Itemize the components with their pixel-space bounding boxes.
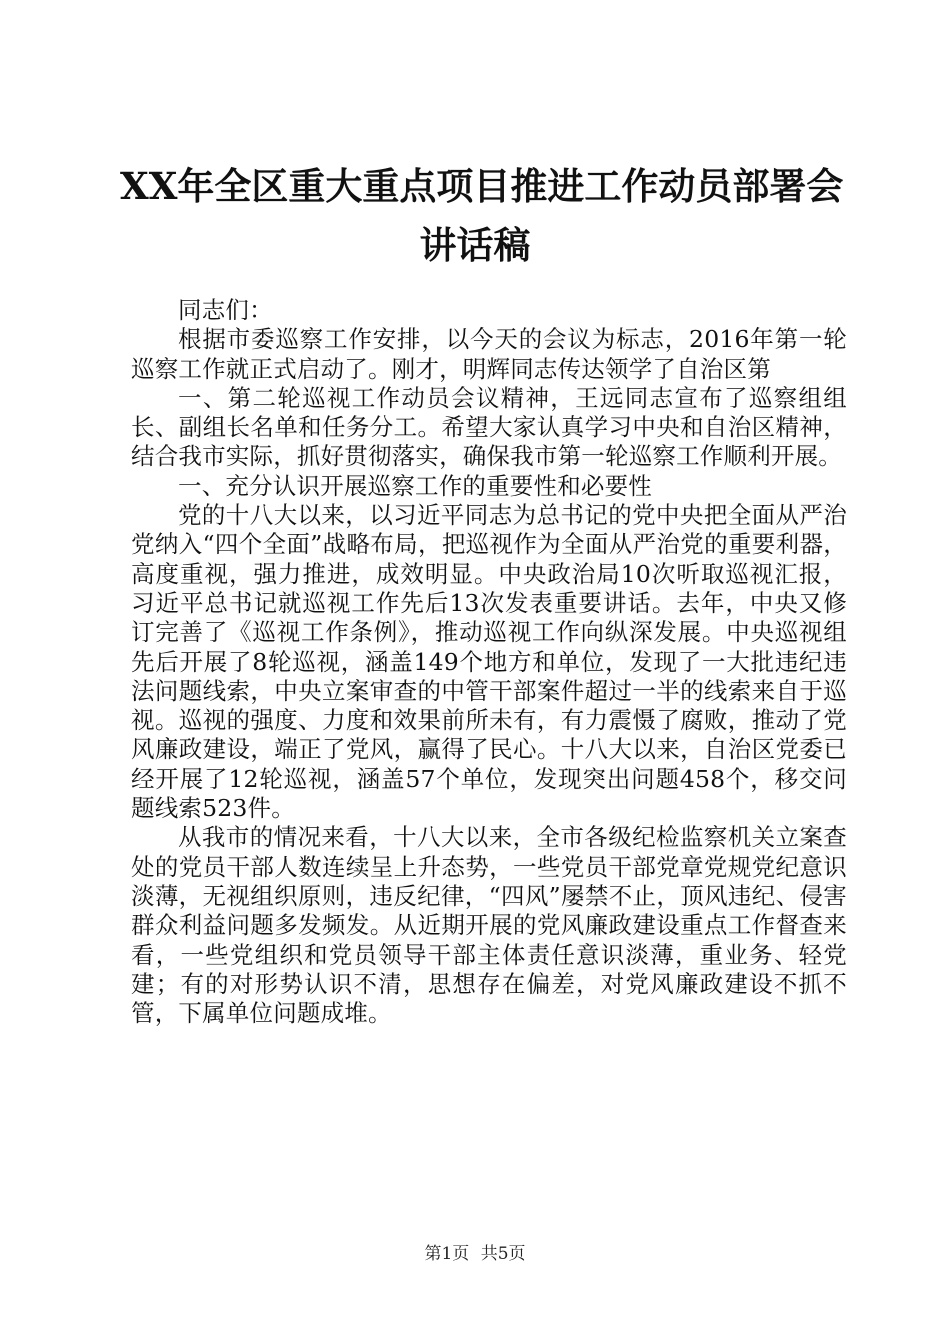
- title-line-2: 讲话稿: [419, 223, 531, 267]
- section-heading: 一、充分认识开展巡察工作的重要性和必要性: [178, 471, 652, 500]
- paragraph: 从我市的情况来看，十八大以来，全市各级纪检监察机关立案查处的党员干部人数连续呈上升态势，一些党员干部党章党规党纪意识淡薄，无视组织原则，违反纪律，“四风”屡禁不止，顶风违纪、侵害群众利益问题多发频发。从近期开展的党风廉政建设重点工作督查来看，一些党组织和党员领导干部主体责任意识淡薄，重业务、轻党建；有的对形势认识不清，思想存在偏差，对党风廉政建设不抓不管，下属单位问题成堆。: [131, 823, 847, 1028]
- page-total: 共5页: [480, 1244, 526, 1264]
- document-body: [131, 296, 847, 1028]
- salutation: 同志们：: [178, 296, 273, 324]
- document-title: [120, 157, 844, 275]
- paragraph: 党的十八大以来，以习近平同志为总书记的党中央把全面从严治党纳入“四个全面”战略布局，把巡视作为全面从严治党的重要利器，高度重视，强力推进，成效明显。中央政治局10次听取巡视汇报，习近平总书记就巡视工作先后13次发表重要讲话。去年，中央又修订完善了《巡视工作条例》，推动巡视工作向纵深发展。中央巡视组先后开展了8轮巡视，涵盖149个地方和单位，发现了一大批违纪违法问题线索，中央立案审查的中管干部案件超过一半的线索来自于巡视。巡视的强度、力度和效果前所未有，有力震慑了腐败，推动了党风廉政建设，端正了党风，赢得了民心。十八大以来，自治区党委已经开展了12轮巡视，涵盖57个单位，发现突出问题458个，移交问题线索523件。: [131, 501, 847, 823]
- title-line-1: XX年全区重大重点项目推进工作动员部署会: [120, 164, 844, 208]
- page-footer: [0, 1239, 950, 1264]
- paragraph: 根据市委巡察工作安排，以今天的会议为标志，2016年第一轮巡察工作就正式启动了。刚才，明辉同志传达领学了自治区第: [131, 325, 847, 383]
- page-number: 第1页: [424, 1244, 470, 1264]
- paragraph: 一、第二轮巡视工作动员会议精神，王远同志宣布了巡察组组长、副组长名单和任务分工。希望大家认真学习中央和自治区精神，结合我市实际，抓好贯彻落实，确保我市第一轮巡察工作顺利开展。: [131, 383, 847, 471]
